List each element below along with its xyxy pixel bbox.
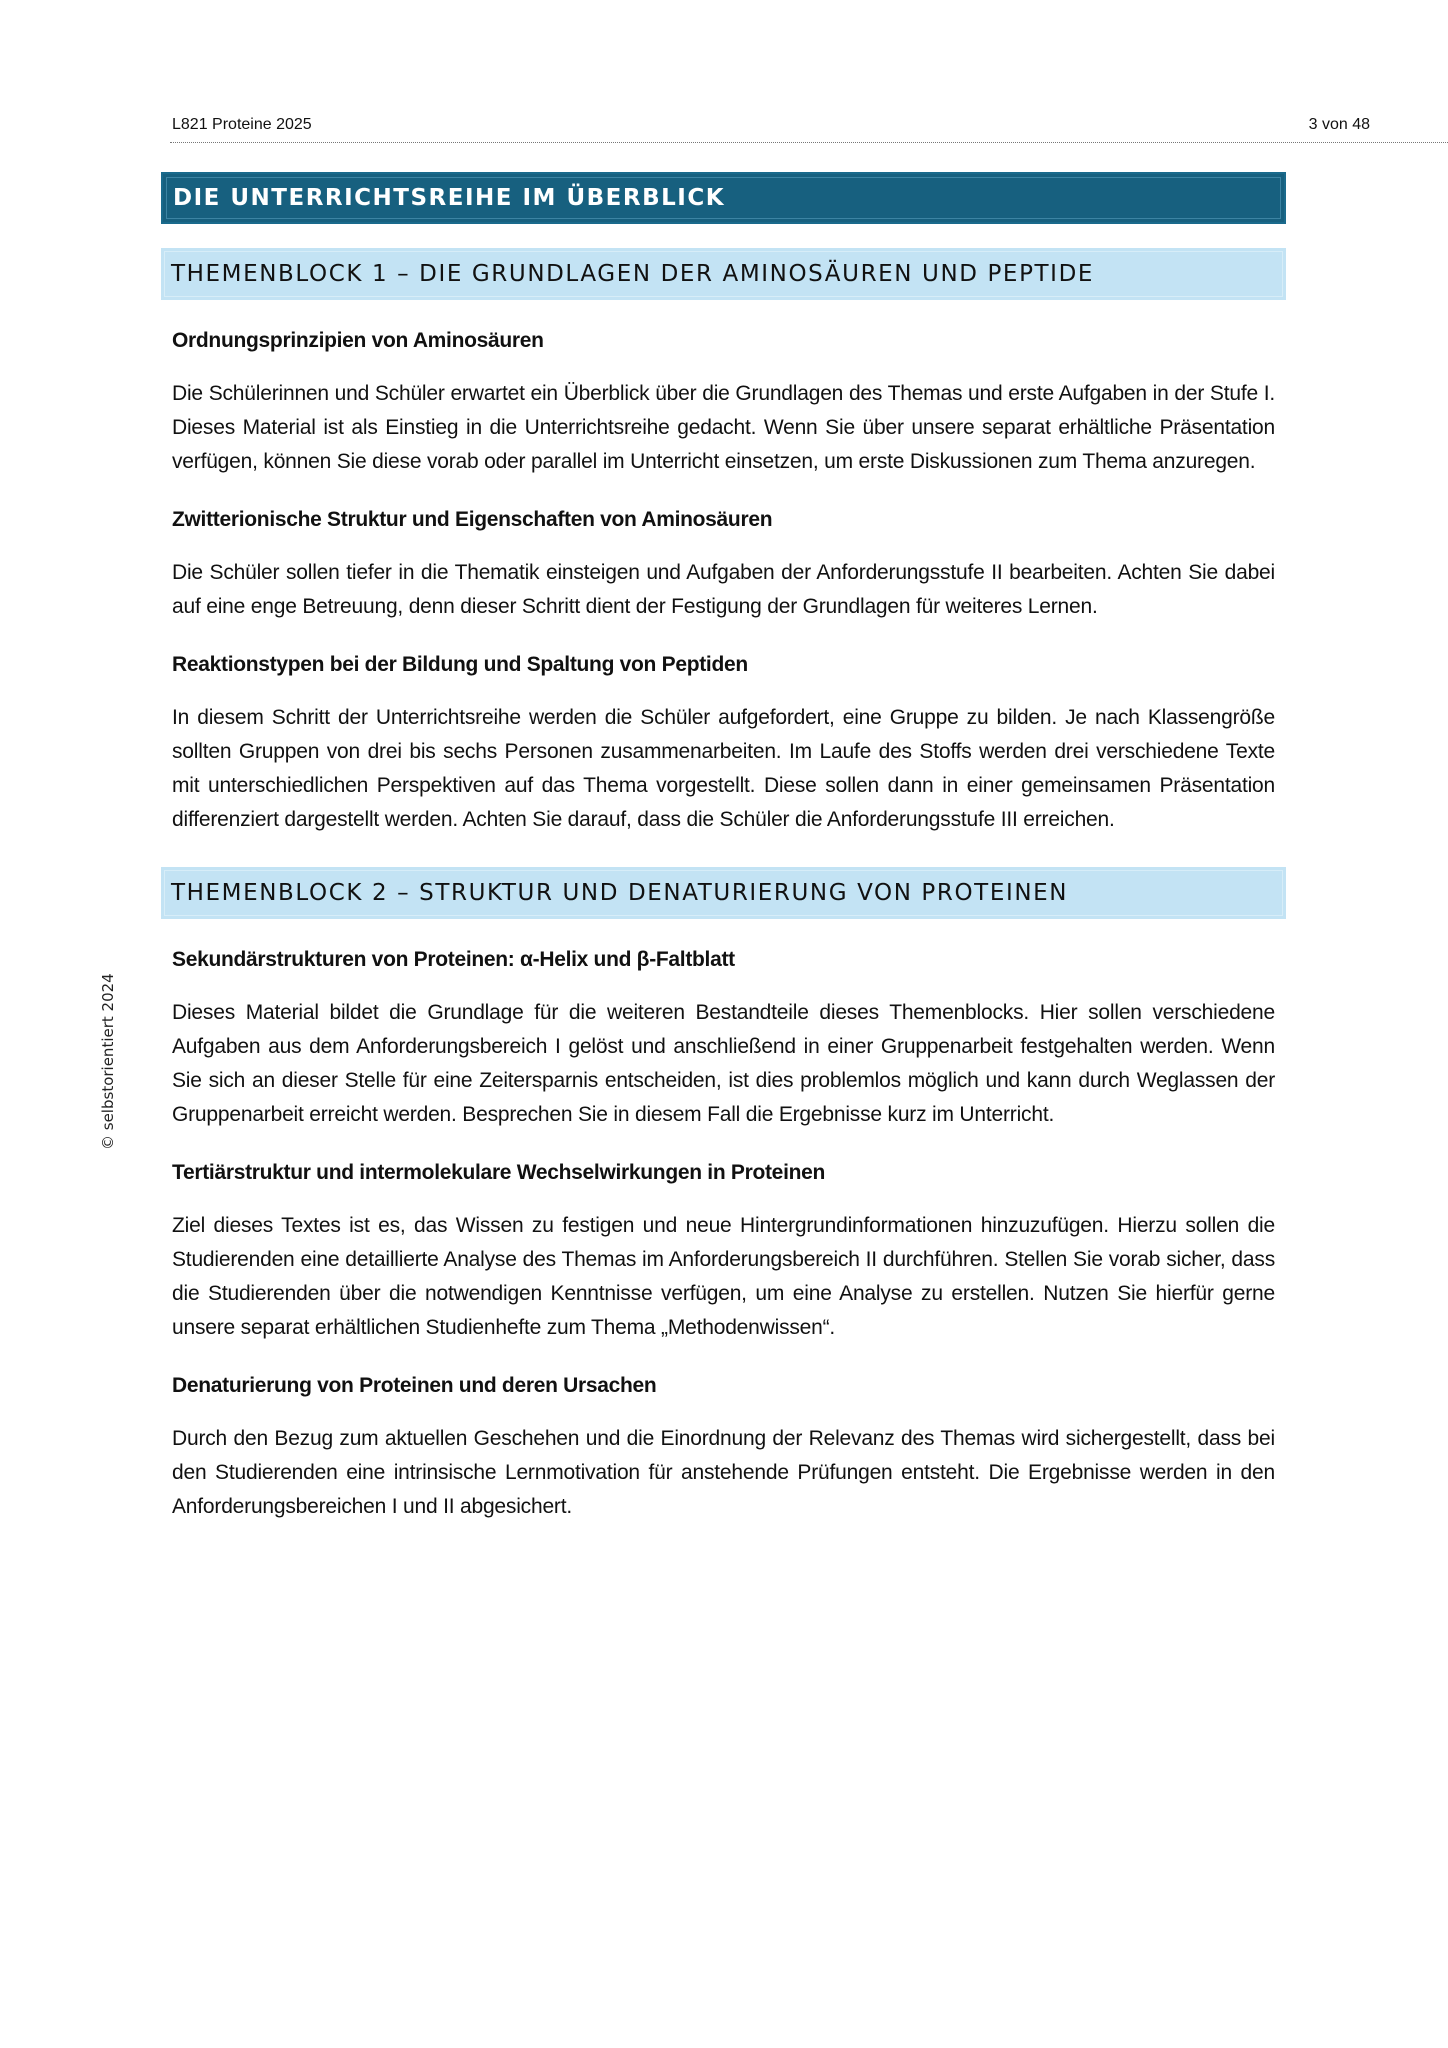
- section-text: Dieses Material bildet die Grundlage für die weiteren Bestandteile dieses Themenblocks. Hier sollen verschiedene Aufgaben aus dem Anforderungsbereich I gelöst und anschließend in einer Gruppenarbeit festgehalten werden. Wenn Sie sich an dieser Stelle für eine Zeitersparnis entscheiden, ist dies problemlos möglich und kann durch Weglassen der Gruppenarbeit erreicht werden. Besprechen Sie in diesem Fall die Ergebnisse kurz im Unterricht.: [172, 1001, 1275, 1126]
- themenblock-2-title: THEMENBLOCK 2 – STRUKTUR UND DENATURIERUNG VON PROTEINEN: [171, 880, 1069, 906]
- themenblock-1-banner: [161, 248, 1286, 300]
- section-text: Durch den Bezug zum aktuellen Geschehen und die Einordnung der Relevanz des Themas wird sichergestellt, dass bei den Studierenden eine intrinsische Lernmotivation für anstehende Prüfungen entsteht. Die Ergebnisse werden in den Anforderungsbereichen I und II abgesichert.: [172, 1427, 1275, 1518]
- section-heading: Reaktionstypen bei der Bildung und Spaltung von Peptiden: [172, 653, 748, 676]
- copyright-note: © selbstorientiert 2024: [99, 973, 117, 1150]
- themenblock-1-title: THEMENBLOCK 1 – DIE GRUNDLAGEN DER AMINOSÄUREN UND PEPTIDE: [171, 261, 1095, 287]
- page-content: [161, 172, 1286, 1524]
- section-heading: Sekundärstrukturen von Proteinen: α-Helix und β-Faltblatt: [172, 948, 735, 971]
- section-text: In diesem Schritt der Unterrichtsreihe werden die Schüler aufgefordert, eine Gruppe zu bilden. Je nach Klassengröße sollten Gruppen von drei bis sechs Personen zusammenarbeiten. Im Laufe des Stoffs werden drei verschiedene Texte mit unterschiedlichen Perspektiven auf das Thema vorgestellt. Diese sollen dann in einer gemeinsamen Präsentation differenziert dargestellt werden. Achten Sie darauf, dass die Schüler die Anforderungsstufe III erreichen.: [172, 706, 1275, 831]
- document-title: L821 Proteine 2025: [172, 116, 312, 133]
- themenblock-2-banner: [161, 867, 1286, 919]
- section-text: Ziel dieses Textes ist es, das Wissen zu festigen und neue Hintergrundinformationen hinzuzufügen. Hierzu sollen die Studierenden eine detaillierte Analyse des Themas im Anforderungsbereich II durchführen. Stellen Sie vorab sicher, dass die Studierenden über die notwendigen Kenntnisse verfügen, um eine Analyse zu erstellen. Nutzen Sie hierfür gerne unsere separat erhältlichen Studienhefte zum Thema „Methodenwissen“.: [172, 1214, 1275, 1339]
- page-indicator: 3 von 48: [1308, 116, 1370, 133]
- section-heading: Denaturierung von Proteinen und deren Ursachen: [172, 1374, 657, 1397]
- main-banner-title: DIE UNTERRICHTSREIHE IM ÜBERBLICK: [173, 185, 726, 211]
- section-text: Die Schülerinnen und Schüler erwartet ein Überblick über die Grundlagen des Themas und erste Aufgaben in der Stufe I. Dieses Material ist als Einstieg in die Unterrichtsreihe gedacht. Wenn Sie über unsere separat erhältliche Präsentation verfügen, können Sie diese vorab oder parallel im Unterricht einsetzen, um erste Diskussionen zum Thema anzuregen.: [172, 382, 1275, 473]
- section-heading: Ordnungsprinzipien von Aminosäuren: [172, 329, 544, 352]
- main-banner: [161, 172, 1286, 224]
- section-heading: Zwitterionische Struktur und Eigenschaften von Aminosäuren: [172, 508, 773, 531]
- page-header: [170, 114, 1448, 143]
- themenblock-2-section: [161, 946, 1286, 1524]
- themenblock-1-section: [161, 327, 1286, 837]
- section-heading: Tertiärstruktur und intermolekulare Wechselwirkungen in Proteinen: [172, 1161, 826, 1184]
- section-text: Die Schüler sollen tiefer in die Thematik einsteigen und Aufgaben der Anforderungsstufe II bearbeiten. Achten Sie dabei auf eine enge Betreuung, denn dieser Schritt dient der Festigung der Grundlagen für weiteres Lernen.: [172, 561, 1275, 618]
